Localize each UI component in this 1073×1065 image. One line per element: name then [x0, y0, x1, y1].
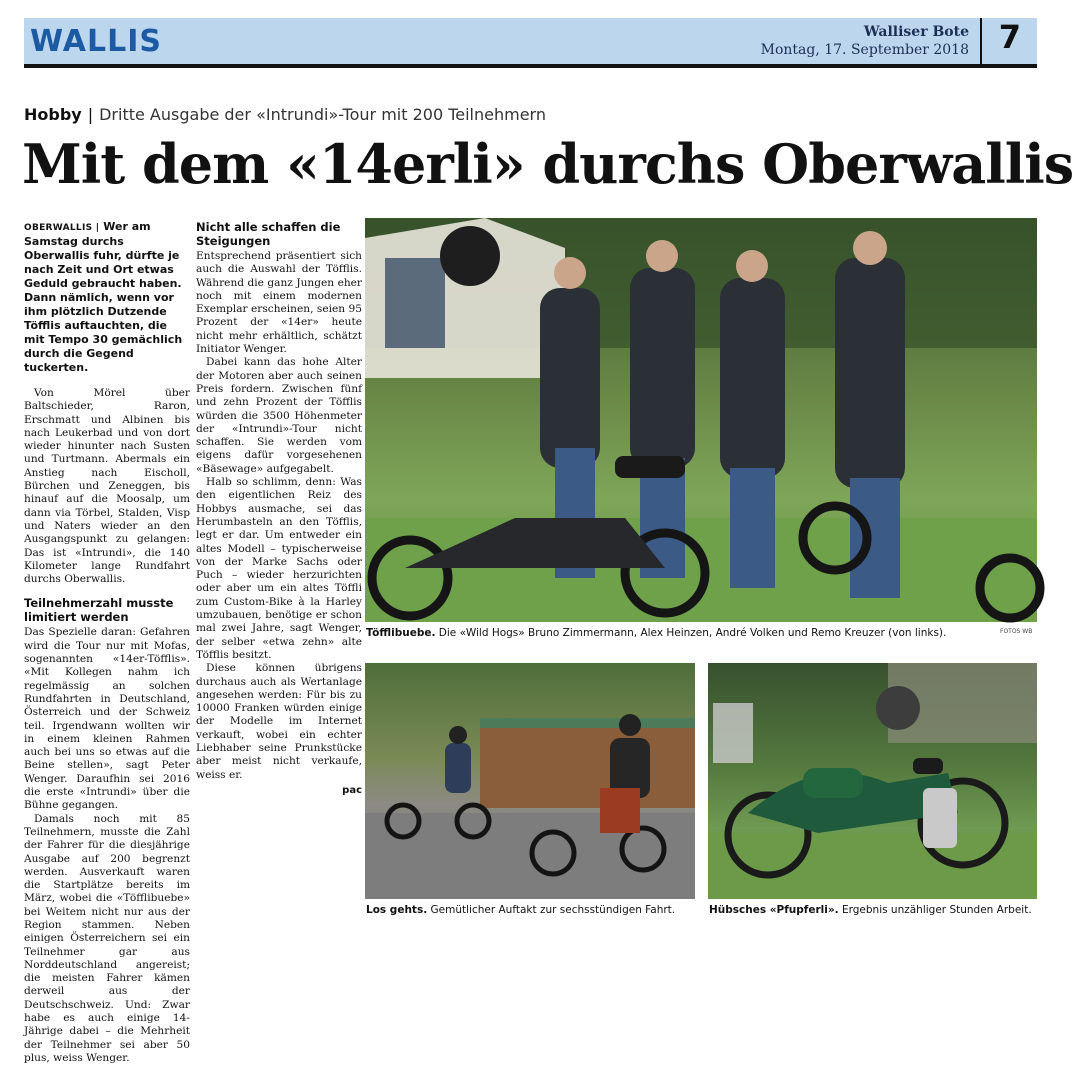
caption-text: Gemütlicher Auftakt zur sechsstündigen Fahrt.	[430, 904, 676, 916]
riders-illustration	[365, 663, 695, 899]
main-photo	[365, 218, 1037, 622]
author-initials: pac	[342, 784, 362, 796]
riders-photo-caption	[366, 904, 675, 916]
newspaper-name: Walliser Bote	[863, 24, 969, 40]
issue-date: Montag, 17. September 2018	[760, 42, 969, 58]
page-number: 7	[998, 18, 1021, 56]
main-photo-caption	[366, 627, 946, 639]
riders-photo	[365, 663, 695, 899]
subheading-2: Nicht alle schaffen die Steigungen	[196, 220, 341, 248]
paragraph-3: Damals noch mit 85 Teilnehmern, musste die Zahl der Fahrer für die diesjährige Ausgabe auf 200 begrenzt werden. Ausverkauft waren die Startplätze bereits im März, wobei die «Töfflibuebe» bei Weitem nicht nur aus der Region stammen. Neben einigen Österreichern sei ein Teilnehmer gar aus Norddeutschland angereist; die meisten Fahrer kämen derweil aus der Deutschschweiz. Und: Zwar habe es auch einige 14-Jährige dabei – die Mehrheit der Teilnehmer sei aber 50 plus, weiss Wenger.	[24, 812, 190, 1064]
article-kicker	[24, 105, 546, 124]
caption-title: Töfflibuebe.	[366, 627, 436, 639]
caption-title: Los gehts.	[366, 904, 428, 916]
dateline: OBERWALLIS |	[24, 223, 100, 233]
paragraph-7: Diese können übrigens durchaus auch als Wertanlage angesehen werden: Für bis zu 10000 Franken würden einige der Modelle im Internet verkauft, wobei ein echter Liebhaber seine Prunkstücke aber meist nicht verkaufe, weiss er.	[196, 662, 362, 781]
kicker-separator: |	[87, 105, 94, 124]
section-name: WALLIS	[30, 24, 162, 59]
article-lead	[24, 220, 190, 375]
caption-text: Die «Wild Hogs» Bruno Zimmermann, Alex Heinzen, André Volken und Remo Kreuzer (von links).	[438, 627, 947, 639]
photo-credit: FOTOS WB	[1000, 628, 1033, 635]
article-column-1	[24, 220, 190, 1065]
kicker-label: Hobby	[24, 105, 82, 124]
paragraph-2: Das Spezielle daran: Gefahren wird die Tour nur mit Mofas, sogenannten «14er-Töfflis». «Mit Kollegen nahm ich regelmässig an solchen Rundfahrten in Deutschland, Österreich und der Schweiz teil. Irgendwann wollten wir in einem kleinen Rahmen auch bei uns so etwas auf die Beine stellen», sagt Peter Wenger. Daraufhin sei 2016 die erste «Intrundi» über die Bühne gegangen.	[24, 626, 190, 812]
page-number-divider	[980, 18, 982, 64]
masthead	[24, 18, 1037, 64]
kicker-text: Dritte Ausgabe der «Intrundi»-Tour mit 200 Teilnehmern	[99, 105, 546, 124]
paragraph-1: Von Mörel über Baltschieder, Raron, Erschmatt und Albinen bis nach Leukerbad und von dort wieder hinunter nach Susten und Turtmann. Abermals ein Anstieg nach Eischoll, Bürchen und Zeneggen, bis hinauf auf die Moosalp, um dann via Törbel, Stalden, Visp und Naters wieder an den Ausgangspunkt zu gelangen: Das ist «Intrundi», die 140 Kilometer lange Rundfahrt durchs Oberwallis.	[24, 387, 190, 586]
moped-illustration	[708, 663, 1037, 899]
paragraph-6: Halb so schlimm, denn: Was den eigentlichen Reiz des Hobbys ausmache, sei das Herumbasteln an den Töfflis, legt er dar. Um entweder ein altes Modell – typischerweise von der Marke Sachs oder Puch – wieder herzurichten oder aber um ein altes Töffli zum Custom-Bike à la Harley umzubauen, benötige er schon mal zwei Jahre, sagt Wenger, der selber «etwa zehn» alte Töfflis besitzt.	[196, 476, 362, 661]
paragraph-5: Dabei kann das hohe Alter der Motoren aber auch seinen Preis fordern. Zwischen fünf und zehn Prozent der Töfflis würden die 3500 Höhenmeter der «Intrundi»-Tour nicht schaffen. Sie werden vom eigens dafür vorgesehenen «Bäsewage» aufgegabelt.	[196, 356, 362, 475]
moped-photo-caption	[709, 904, 1032, 916]
moped-photo	[708, 663, 1037, 899]
masthead-rule	[24, 64, 1037, 68]
group-photo-illustration	[365, 218, 1037, 622]
subheading-1: Teilnehmerzahl musste limitiert werden	[24, 596, 174, 625]
paragraph-4: Entsprechend präsentiert sich auch die Auswahl der Töfflis. Während die ganz Jungen eher noch mit einem modernen Exemplar erscheinen, seien 95 Prozent der «14er» heute nicht mehr erhältlich, schätzt Initiator Wenger.	[196, 250, 362, 356]
article-column-2	[196, 220, 362, 797]
caption-text: Ergebnis unzähliger Stunden Arbeit.	[841, 904, 1032, 916]
article-headline: Mit dem «14erli» durchs Oberwallis	[22, 132, 1073, 196]
lead-text: Wer am Samstag durchs Oberwallis fuhr, dürfte je nach Zeit und Ort etwas Geduld gebraucht haben. Dann nämlich, wenn vor ihm plötzlich Dutzende Töfflis auftauchten, die mit Tempo 30 gemächlich durch die Gegend tuckerten.	[24, 220, 183, 374]
caption-title: Hübsches «Pfupferli».	[709, 904, 839, 916]
